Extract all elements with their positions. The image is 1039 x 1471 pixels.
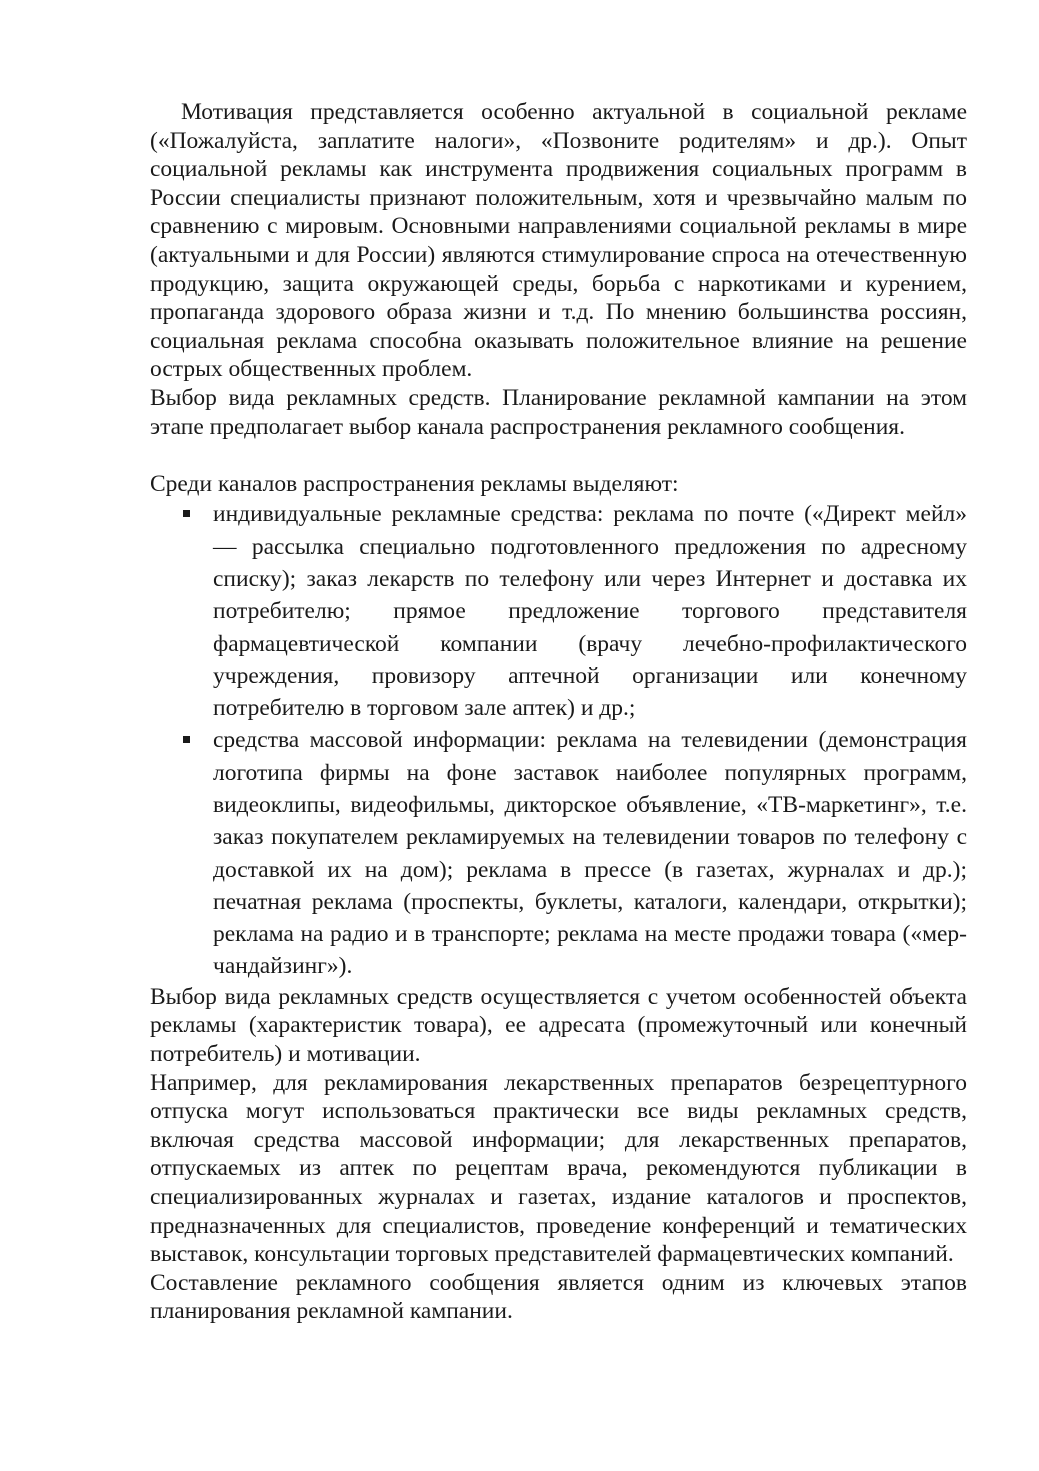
paragraph-media-criteria: Выбор вида рекламных средств осуществляется с учетом особенностей объекта рекламы (характеристик товара), ее адресата (промежуточный или конечный потребитель) и мотивации.: [150, 983, 967, 1067]
paragraph-spacer: [150, 441, 967, 470]
square-bullet-icon: [183, 510, 190, 517]
paragraph-example: Например, для рекламирования лекарственных препаратов безрецептурного отпуска могут использоваться практически все виды рекламных средств, включая средства массовой информации; для лекарственных препаратов, отпускаемых из аптек по рецептам врача, рекомендуются публикации в специализированных журналах и газетах, издание каталогов и проспектов, предназначенных для специалистов, проведение конференций и тематических выставок, консультации торговых представителей фармацевтических компаний.: [150, 1069, 967, 1268]
square-bullet-icon: [183, 736, 190, 743]
paragraph-media-choice: Выбор вида рекламных средств. Планирование рекламной кампании на этом этапе предполагает выбор канала распространения рекламного сообщения.: [150, 384, 967, 440]
list-item-text: индивидуальные рекламные средства: реклама по почте («Директ мейл» — рассылка специально подготовленного предложения по адресному списку); заказ лекарств по телефону или через Интернет и доставка их потребителю; прямое предложение торгового представителя фармацевтической компании (врачу лечебно-профилактического учреждения, провизору аптечной организации или конечному потребителю в торговом зале аптек) и др.;: [213, 501, 967, 722]
channels-list: [150, 498, 967, 982]
list-item: [213, 724, 967, 982]
paragraph-channels-intro: Среди каналов распространения рекламы выделяют:: [150, 470, 679, 497]
paragraph-social-advertising: Мотивация представляется особенно актуальной в социальной рекламе («Пожалуйста, заплатите налоги», «Позвоните родителям» и др.). Опыт социальной рекламы как инструмента продвижения социальных программ в России специалисты признают положительным, хотя и чрезвычайно малым по сравнению с мировым. Основными направлениями социальной рекламы в мире (актуальными и для России) являются стимулирование спроса на отечественную продукцию, защита окружающей среды, борьба с наркотиками и курением, пропаганда здорового образа жизни и т.д. По мнению большинства россиян, социальная реклама способна оказывать положительное влияние на решение острых общественных проблем.: [150, 99, 967, 383]
list-item-text: средства массовой информации: реклама на телевидении (демонстрация логотипа фирмы на фоне заставок наиболее популярных программ, видеоклипы, видеофильмы, дикторское объявление, «ТВ-маркетинг», т.е. заказ покупателем рекламируемых на телевидении товаров по телефону с доставкой их на дом); реклама в прессе (в газетах, журналах и др.); печатная реклама (проспекты, буклеты, каталоги, календари, открытки); реклама на радио и в транспорте; реклама на месте продажи товара («мер-чандайзинг»).: [213, 727, 967, 980]
paragraph-message-composition: Составление рекламного сообщения является одним из ключевых этапов планирования рекламной кампании.: [150, 1269, 967, 1325]
list-item: [213, 498, 967, 724]
document-page: [150, 98, 967, 1326]
